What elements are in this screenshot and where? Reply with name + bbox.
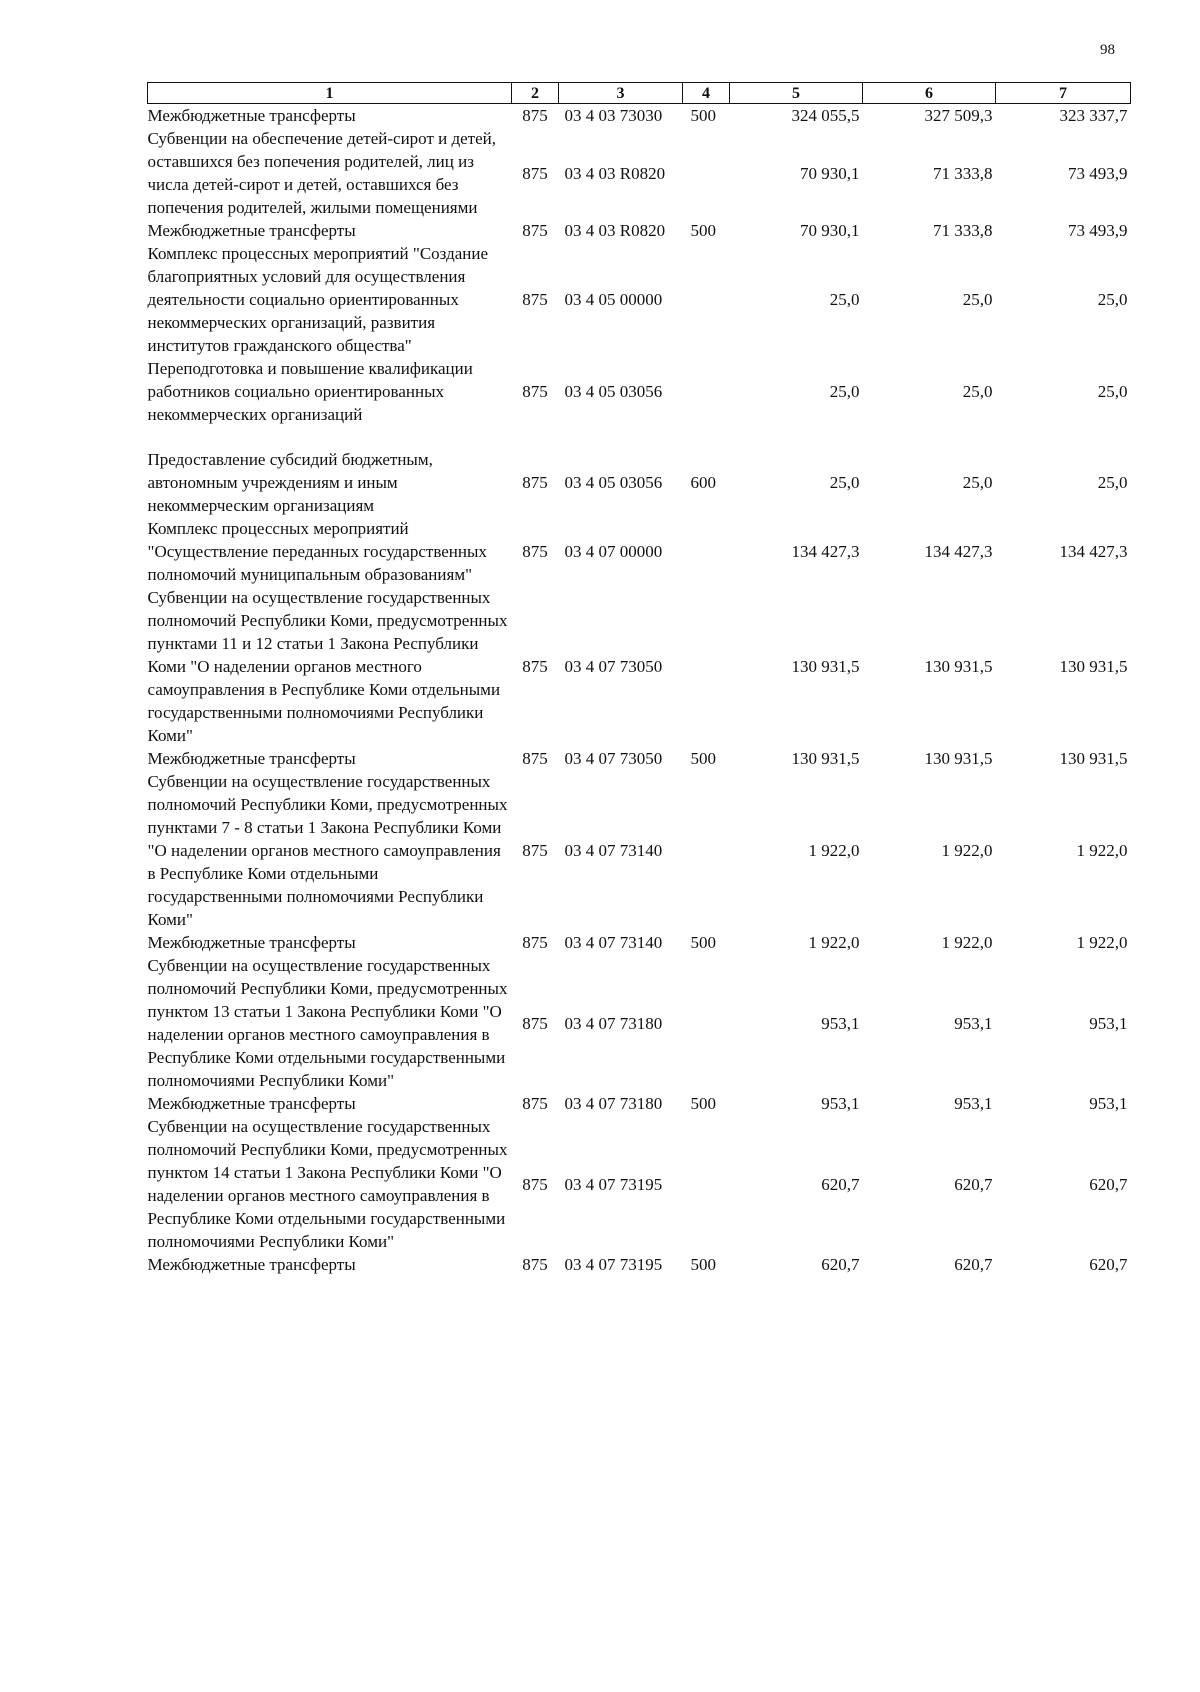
row-name: Межбюджетные трансферты bbox=[147, 1094, 356, 1113]
row-vr bbox=[683, 1115, 730, 1253]
row-vr: 500 bbox=[690, 749, 716, 768]
row-value-7: 25,0 bbox=[1097, 382, 1128, 401]
row-code: 03 4 05 03056 bbox=[564, 382, 663, 401]
row-value-6: 1 922,0 bbox=[941, 841, 993, 860]
table-row bbox=[148, 1253, 1131, 1276]
row-value-6: 25,0 bbox=[962, 290, 993, 309]
row-name: Межбюджетные трансферты bbox=[147, 933, 356, 952]
row-gr: 875 bbox=[522, 163, 548, 183]
row-value-5: 324 055,5 bbox=[791, 106, 860, 125]
column-header-3: 3 bbox=[559, 83, 683, 104]
row-value-6: 327 509,3 bbox=[924, 106, 993, 125]
row-value-7: 323 337,7 bbox=[1059, 106, 1128, 125]
table-row bbox=[148, 104, 1131, 128]
column-header-7: 7 bbox=[996, 83, 1131, 104]
row-name: Межбюджетные трансферты bbox=[147, 221, 356, 240]
row-code: 03 4 07 73180 bbox=[564, 1094, 663, 1113]
table-row bbox=[148, 517, 1131, 586]
row-vr: 500 bbox=[690, 221, 716, 240]
row-value-7: 953,1 bbox=[1089, 1094, 1128, 1113]
row-code: 03 4 07 00000 bbox=[564, 542, 663, 561]
column-header-2: 2 bbox=[512, 83, 559, 104]
row-value-7: 130 931,5 bbox=[1059, 749, 1128, 768]
column-header-1: 1 bbox=[148, 83, 512, 104]
spacer-row bbox=[148, 426, 1131, 448]
row-gr: 875 bbox=[522, 221, 548, 240]
row-name: Субвенции на осуществление государственных полномочий Республики Коми, предусмотренных пунктом 14 статьи 1 Закона Республики Коми "О наделении органов местного самоуправления в Республике Коми отдельными государственными полномочиями Республики Коми" bbox=[147, 1117, 508, 1251]
row-code: 03 4 07 73195 bbox=[564, 1255, 663, 1274]
row-value-6: 25,0 bbox=[962, 382, 993, 401]
column-header-4: 4 bbox=[683, 83, 730, 104]
row-value-6: 620,7 bbox=[954, 1174, 993, 1194]
row-name: Субвенции на осуществление государственных полномочий Республики Коми, предусмотренных пунктами 11 и 12 статьи 1 Закона Республики Коми "О наделении органов местного самоуправления в Республике Коми отдельными государственными полномочиями Республики Коми" bbox=[147, 588, 508, 745]
row-vr: 500 bbox=[690, 1094, 716, 1113]
budget-table bbox=[147, 82, 1131, 1276]
row-name: Субвенции на обеспечение детей-сирот и детей, оставшихся без попечения родителей, лиц из числа детей-сирот и детей, оставшихся без попечения родителей, жилыми помещениями bbox=[147, 129, 496, 217]
row-value-7: 25,0 bbox=[1097, 473, 1128, 492]
row-gr: 875 bbox=[522, 382, 548, 401]
row-value-6: 953,1 bbox=[954, 1013, 993, 1033]
row-gr: 875 bbox=[522, 657, 548, 676]
row-value-5: 70 930,1 bbox=[800, 221, 860, 240]
table-row bbox=[148, 1092, 1131, 1115]
table-header-row bbox=[148, 83, 1131, 104]
spacer-cell bbox=[148, 426, 1131, 448]
row-name: Субвенции на осуществление государственных полномочий Республики Коми, предусмотренных пунктами 7 - 8 статьи 1 Закона Республики Коми "О наделении органов местного самоуправления в Республике Коми отдельными государственными полномочиями Республики Коми" bbox=[147, 772, 508, 929]
row-value-6: 71 333,8 bbox=[933, 163, 993, 183]
row-value-5: 25,0 bbox=[829, 290, 860, 309]
row-value-5: 130 931,5 bbox=[791, 749, 860, 768]
row-name: Межбюджетные трансферты bbox=[147, 749, 356, 768]
row-gr: 875 bbox=[522, 933, 548, 952]
table-row bbox=[148, 219, 1131, 242]
row-value-5: 130 931,5 bbox=[791, 657, 860, 676]
row-name: Комплекс процессных мероприятий "Осуществление переданных государственных полномочий муниципальным образованиям" bbox=[147, 519, 487, 584]
row-value-7: 953,1 bbox=[1089, 1013, 1128, 1033]
row-value-7: 134 427,3 bbox=[1059, 542, 1128, 561]
row-vr: 600 bbox=[690, 473, 716, 492]
row-value-5: 620,7 bbox=[821, 1255, 860, 1274]
row-value-5: 1 922,0 bbox=[808, 841, 860, 860]
row-code: 03 4 07 73140 bbox=[564, 841, 663, 860]
row-gr: 875 bbox=[522, 1174, 548, 1194]
row-value-6: 134 427,3 bbox=[924, 542, 993, 561]
row-value-5: 953,1 bbox=[821, 1094, 860, 1113]
row-value-7: 620,7 bbox=[1089, 1174, 1128, 1194]
row-value-5: 25,0 bbox=[829, 473, 860, 492]
row-code: 03 4 07 73180 bbox=[564, 1013, 663, 1033]
row-value-7: 25,0 bbox=[1097, 290, 1128, 309]
row-name: Переподготовка и повышение квалификации работников социально ориентированных некоммерческих организаций bbox=[147, 359, 473, 424]
row-value-5: 134 427,3 bbox=[791, 542, 860, 561]
row-vr bbox=[683, 127, 730, 219]
row-code: 03 4 03 R0820 bbox=[564, 163, 666, 183]
row-name: Предоставление субсидий бюджетным, автономным учреждениям и иным некоммерческим организациям bbox=[147, 450, 433, 515]
row-value-5: 1 922,0 bbox=[808, 933, 860, 952]
row-value-5: 620,7 bbox=[821, 1174, 860, 1194]
row-value-6: 953,1 bbox=[954, 1094, 993, 1113]
column-header-5: 5 bbox=[730, 83, 863, 104]
row-gr: 875 bbox=[522, 542, 548, 561]
column-header-6: 6 bbox=[863, 83, 996, 104]
row-value-5: 25,0 bbox=[829, 382, 860, 401]
table-row bbox=[148, 1115, 1131, 1253]
row-code: 03 4 07 73050 bbox=[564, 749, 663, 768]
row-value-7: 130 931,5 bbox=[1059, 657, 1128, 676]
row-vr bbox=[683, 357, 730, 426]
row-name: Межбюджетные трансферты bbox=[147, 106, 356, 125]
table-row bbox=[148, 357, 1131, 426]
row-value-6: 25,0 bbox=[962, 473, 993, 492]
row-code: 03 4 05 00000 bbox=[564, 290, 663, 309]
row-vr bbox=[683, 242, 730, 357]
row-value-6: 130 931,5 bbox=[924, 657, 993, 676]
row-code: 03 4 05 03056 bbox=[564, 473, 663, 492]
table-row bbox=[148, 770, 1131, 931]
row-value-7: 1 922,0 bbox=[1076, 933, 1128, 952]
table-row bbox=[148, 931, 1131, 954]
row-vr: 500 bbox=[690, 106, 716, 125]
row-value-7: 1 922,0 bbox=[1076, 841, 1128, 860]
row-value-6: 1 922,0 bbox=[941, 933, 993, 952]
row-vr bbox=[683, 517, 730, 586]
row-vr: 500 bbox=[690, 933, 716, 952]
row-code: 03 4 07 73140 bbox=[564, 933, 663, 952]
row-gr: 875 bbox=[522, 841, 548, 860]
row-code: 03 4 07 73195 bbox=[564, 1174, 663, 1194]
row-vr bbox=[683, 954, 730, 1092]
table-row bbox=[148, 127, 1131, 219]
row-value-5: 953,1 bbox=[821, 1013, 860, 1033]
table-row bbox=[148, 448, 1131, 517]
row-value-6: 130 931,5 bbox=[924, 749, 993, 768]
row-name: Комплекс процессных мероприятий "Создание благоприятных условий для осуществления деятельности социально ориентированных некоммерческих организаций, развития институтов гражданского общества" bbox=[147, 244, 489, 355]
row-code: 03 4 03 R0820 bbox=[564, 221, 666, 240]
row-name: Межбюджетные трансферты bbox=[147, 1255, 356, 1274]
row-value-7: 73 493,9 bbox=[1068, 163, 1128, 183]
row-gr: 875 bbox=[522, 473, 548, 492]
row-vr: 500 bbox=[690, 1255, 716, 1274]
row-value-7: 73 493,9 bbox=[1068, 221, 1128, 240]
row-vr bbox=[683, 770, 730, 931]
row-name: Субвенции на осуществление государственных полномочий Республики Коми, предусмотренных пунктом 13 статьи 1 Закона Республики Коми "О наделении органов местного самоуправления в Республике Коми отдельными государственными полномочиями Республики Коми" bbox=[147, 956, 508, 1090]
page-number: 98 bbox=[1100, 42, 1115, 58]
table-row bbox=[148, 242, 1131, 357]
table-row bbox=[148, 954, 1131, 1092]
row-gr: 875 bbox=[522, 290, 548, 309]
row-gr: 875 bbox=[522, 1255, 548, 1274]
row-gr: 875 bbox=[522, 1094, 548, 1113]
row-value-6: 620,7 bbox=[954, 1255, 993, 1274]
row-value-6: 71 333,8 bbox=[933, 221, 993, 240]
table-row bbox=[148, 747, 1131, 770]
row-vr bbox=[683, 586, 730, 747]
table-row bbox=[148, 586, 1131, 747]
row-code: 03 4 07 73050 bbox=[564, 657, 663, 676]
row-gr: 875 bbox=[522, 106, 548, 125]
row-gr: 875 bbox=[522, 1013, 548, 1033]
row-gr: 875 bbox=[522, 749, 548, 768]
row-value-7: 620,7 bbox=[1089, 1255, 1128, 1274]
row-value-5: 70 930,1 bbox=[800, 163, 860, 183]
row-code: 03 4 03 73030 bbox=[564, 106, 663, 125]
